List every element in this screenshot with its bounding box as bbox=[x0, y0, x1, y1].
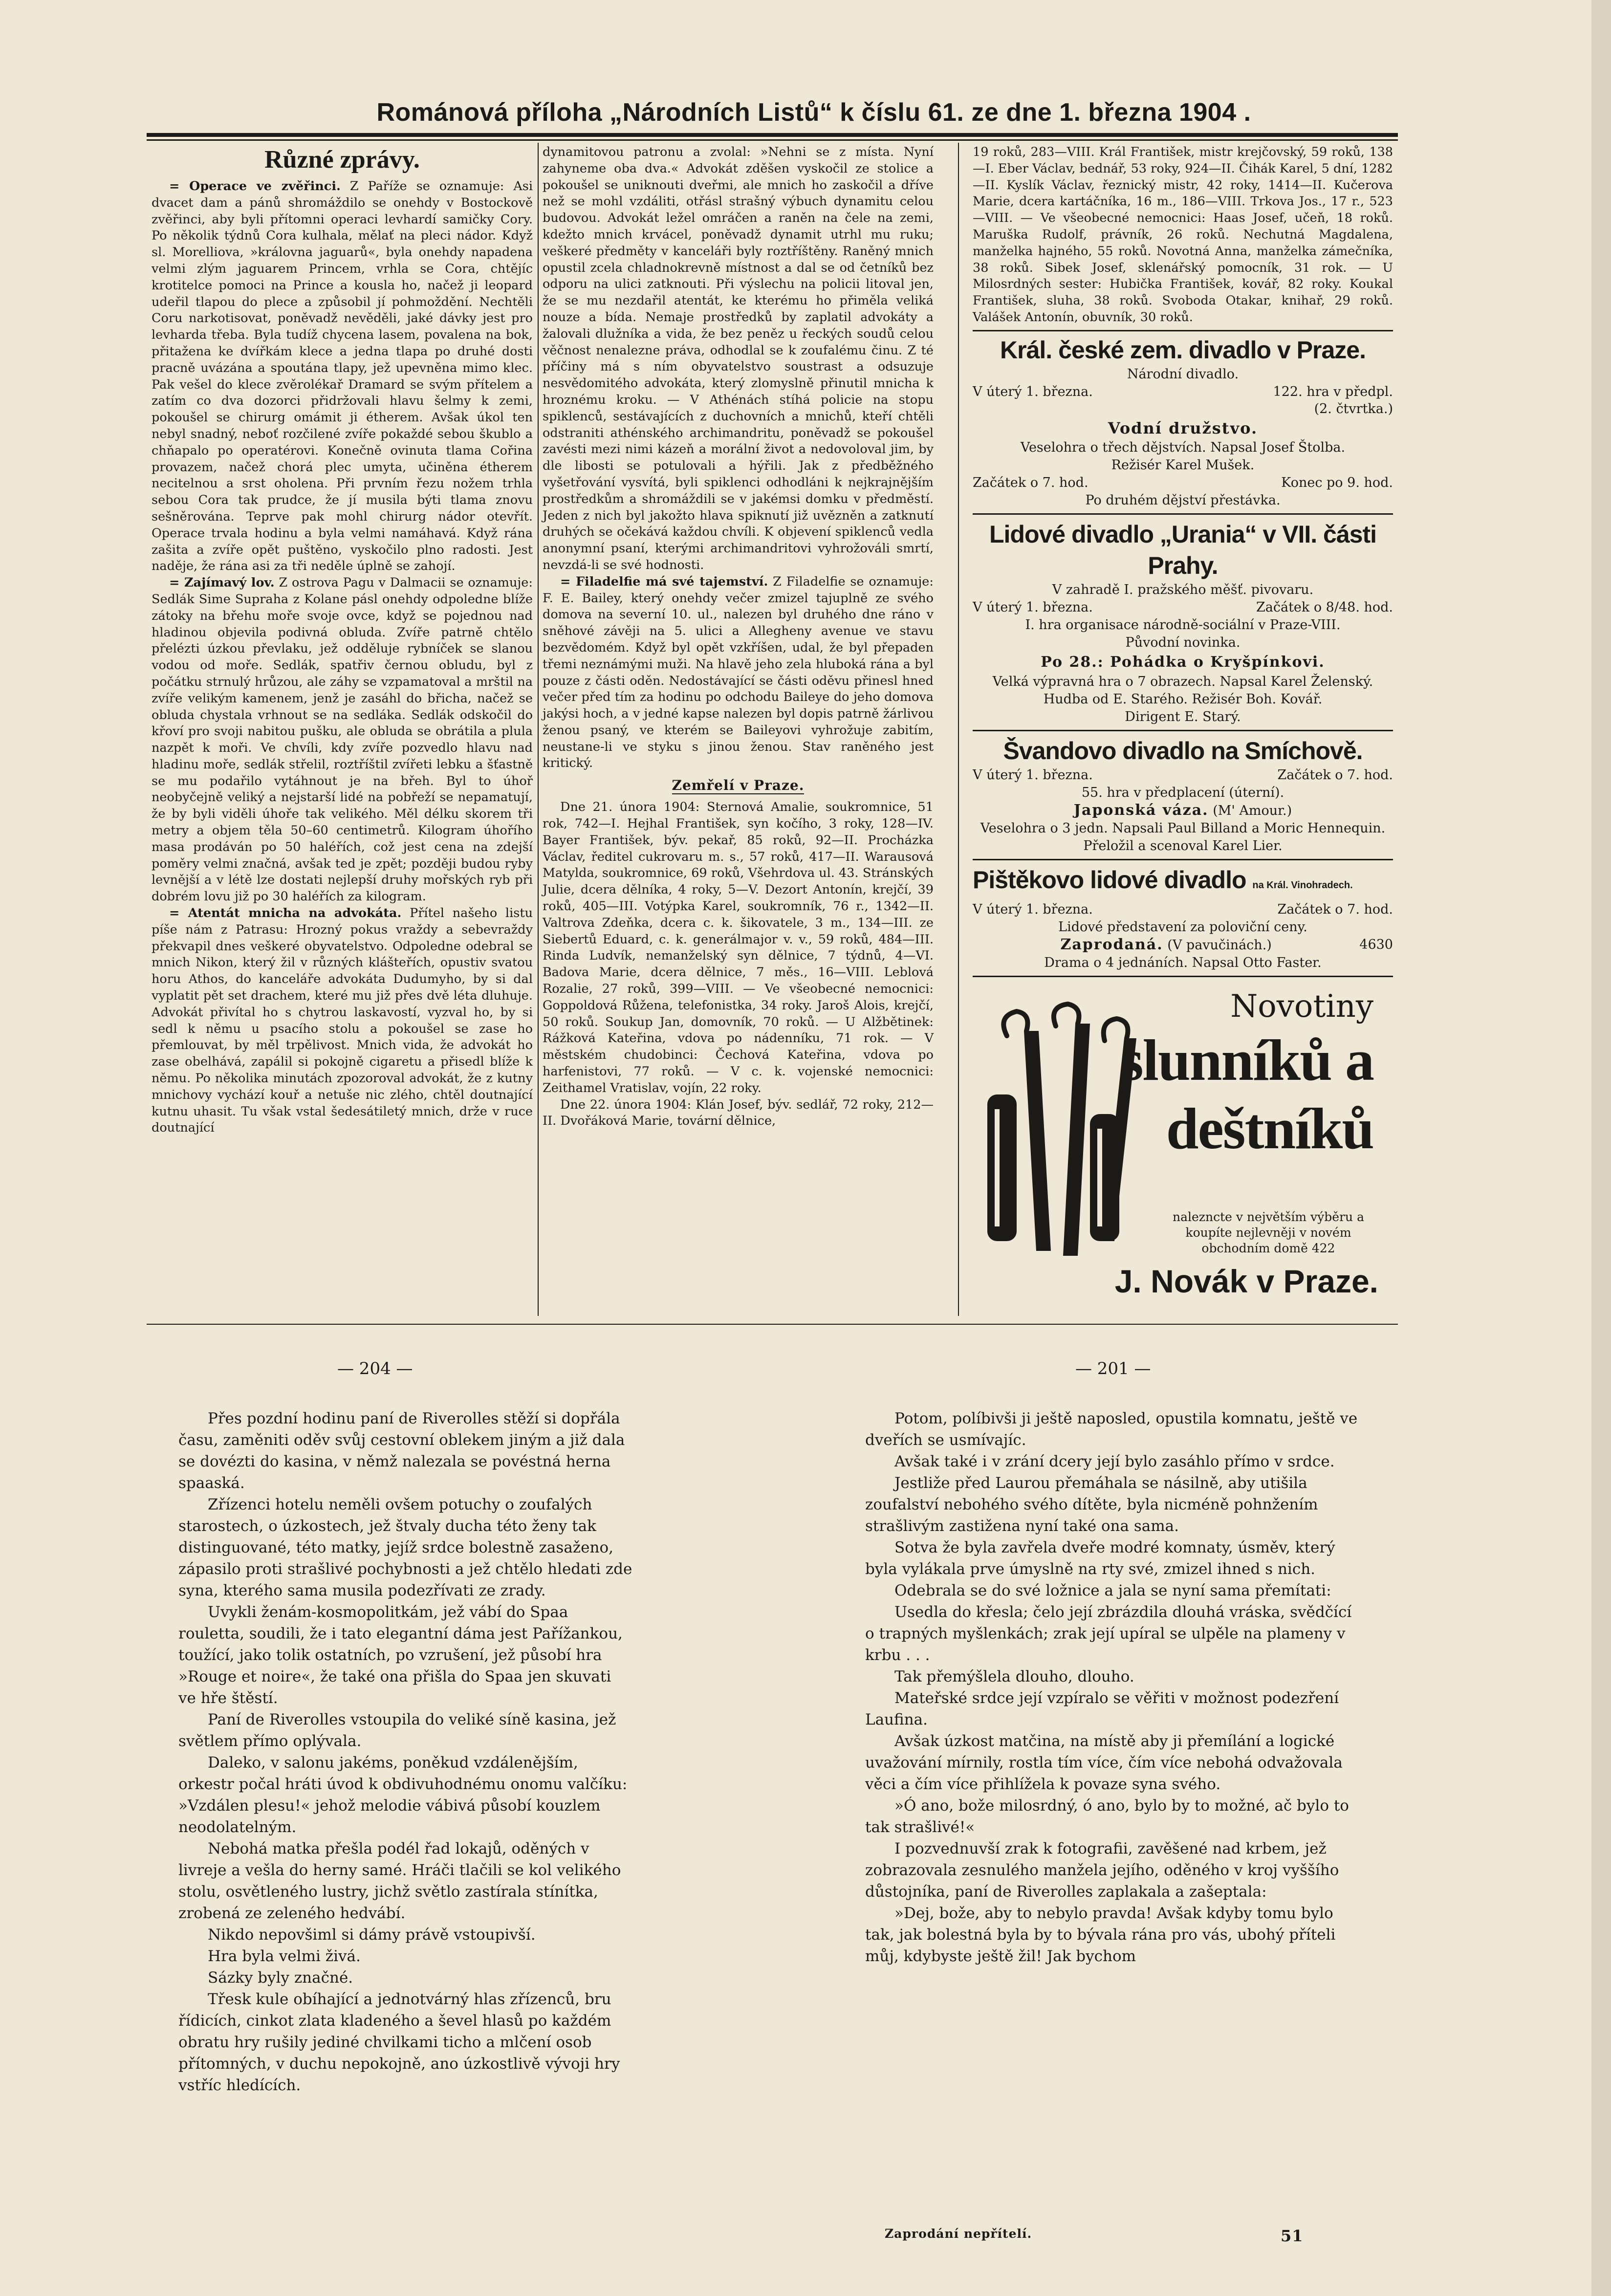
theatre-date: V úterý 1. března. bbox=[973, 901, 1093, 917]
theatre-play: Japonská váza. bbox=[1073, 801, 1209, 819]
theatre-org: I. hra organisace národně-sociální v Praze-VIII. bbox=[1025, 617, 1341, 633]
column-3 bbox=[973, 144, 1393, 1300]
article-head: = Zajímavý lov. bbox=[169, 575, 275, 590]
column-divider-2 bbox=[958, 143, 959, 1316]
story-paragraph: Třesk kule obíhající a jednotvárný hlas zřízenců, bru řídicích, cinkot zlata kladeného a ševel hlasů po každém obratu hry rušily jediné chvilkami ticho a mlčení osob přítomných, v duchu nepokojně, ano úzkostlivě vývoji hry vstříc hledících. bbox=[178, 1990, 620, 2094]
theatre-start: Začátek o 7. hod. bbox=[1277, 767, 1393, 783]
theatre-start: Začátek o 7. hod. bbox=[973, 475, 1089, 490]
theatre-perf: 55. hra v předplacení (úterní). bbox=[1081, 785, 1284, 800]
article-atentat-cont: dynamitovou patronu a zvolal: »Nehni se z místa. Nyní zahyneme oba dva.« Advokát zděšen vyskočil ze stolice a pokoušel se uniknouti dveřmi, ale mnich ho zaskočil a dříve než se mohl vzdáliti, otřásl strašný výbuch dynamitu celou budovou. Advokát ležel omráčen a raněn na čele na zemi, kdežto mnich krvácel, poněvadž dynamit utrhl mu ruku; veškeré předměty v kanceláři byly roztříštěny. Raněný mnich opustil zcela chladnokrevně místnost a dal se od četníků bez odporu na ulici zatknouti. Při výslechu na policii litoval jen, že se mu nezdařil atentát, ke kterému ho přiměla veliká nouze a bída. Nemaje prostředků by zaplatil advokáty a žalovali dlužníka a vida, že bez peněz u řeckých soudů celou věčnost nenalezne práva, odhodlal se k zoufalému činu. Z té příčiny má s ním obyvatelstvo soustrast a odsuzuje nesvědomitého advokáta, který zlomyslně přinutil mnicha k hroznému kroku. — V Athénách stíhá policie na stopu spiklenců, sestávajících z duchovních a mnichů, kteří chtěli odstraniti athénského archimandritu, poněvadž se pokoušel zavésti mezi nimi kázeň a morální život a nedovoloval jim, by dle libosti se potulovali a hýřili. Jak z předběžného vyšetřování vysvítá, byli spiklenci odhodláni k nejkrajnějším prostředkům a shromáždili se v jakémsi domku v předměstí. Jeden z nich byl jakožto hlava spiknutí již uvězněn a zatknutí druhých se očekává každou chvíli. K objevení spiklenců vedla anonymní psaní, kterými archimandritovi vyhrožováli smrtí, nevzdá-li se své hodnosti. bbox=[543, 145, 934, 572]
lower-rule bbox=[147, 1324, 1398, 1325]
article-head: = Operace ve zvěřinci. bbox=[169, 179, 341, 194]
theatre-date-line bbox=[973, 383, 1393, 401]
ad-line1: Novotiny bbox=[1230, 988, 1373, 1025]
theatre-play: Vodní družstvo. bbox=[1108, 418, 1258, 437]
theatre-urania bbox=[973, 519, 1393, 731]
story-paragraph: Nebohá matka přešla podél řad lokajů, oděných v livreje a vešla do herny samé. Hráči tlačili se kol velikého stolu, osvětleného lustry, jichž světlo zastírala stínítka, zrobená ze zeleného hedvábí. bbox=[178, 1840, 621, 1922]
theatre-num: 4630 bbox=[1359, 937, 1393, 952]
ad-firm: J. Novák v Praze. bbox=[1114, 1263, 1378, 1299]
story-paragraph: Mateřské srdce její vzpíralo se věřiti v možnost podezření Laufina. bbox=[865, 1689, 1339, 1728]
theatre-name: Švandovo divadlo na Smíchově. bbox=[1003, 737, 1363, 765]
theatre-play-line bbox=[973, 802, 1393, 820]
theatre-date-line bbox=[973, 901, 1393, 918]
theatre-nov: Původní novinka. bbox=[1125, 634, 1241, 650]
deaths-title bbox=[543, 776, 934, 795]
story-paragraph: Přes pozdní hodinu paní de Riverolles stěží si dopřála času, zaměniti oděv svůj cestovní oblekem jiným a již dala se dovézti do kasina, v němž nalezala se povéstná herna spaaská. bbox=[178, 1410, 625, 1492]
theatre-narodni bbox=[973, 334, 1393, 515]
column-1 bbox=[152, 144, 533, 1137]
story-paragraph: Sázky byly značné. bbox=[208, 1969, 353, 1987]
deaths-cont: 19 roků, 283—VIII. Král František, mistr krejčovský, 59 roků, 138—I. Eber Václav, bednář, 53 roky, 924—II. Čihák Karel, 5 dní, 1282—II. Kyslík Václav, řeznický mistr, 42 roky, 1414—II. Kučerova Marie, dcera kartáčníka, 16 m., 186—VIII. Trkova Jos., 17 r., 523—VIII. — Ve všeobecné nemocnici: Haas Josef, učeň, 18 roků. Maruška Rudolf, právník, 26 roků. Nechutná Magdalena, manželka hajného, 55 roků. Novotná Anna, manželka zámečníka, 38 roků. Sibek Josef, sklenářský pomocník, 31 rok. — U Milosrdných sester: Hubička František, kovář, 82 roky. Koukal František, sluha, 38 roků. Svoboda Otakar, knihař, 29 roků. Valášek Antonín, obuvník, 30 roků. bbox=[973, 144, 1393, 331]
theatre-name: Lidové divadlo „Urania“ v VII. části Prahy. bbox=[989, 520, 1377, 579]
story-paragraph: I pozvednuvší zrak k fotografii, zavěšené nad krbem, jež zobrazovala zesnulého manžela jejího, oděného v kroj vyššího důstojníka, paní de Riverolles zaplakala a zašeptala: bbox=[865, 1840, 1339, 1901]
theatre-play-line bbox=[973, 936, 1393, 954]
story-paragraph: Sotva že byla zavřela dveře modré komnaty, úsměv, který byla vylákala prve úmyslně na rty své, zmizel ihned s nich. bbox=[865, 1539, 1335, 1578]
theatre-date: V úterý 1. března. bbox=[973, 599, 1093, 615]
theatre-svanda bbox=[973, 735, 1393, 860]
article-body: Z ostrova Pagu v Dalmacii se oznamuje: Sedlák Sime Supraha z Kolane pásl onehdy odpoledne blíže zátoky na břehu moře svoje ovce, když se pojednou nad hladinou objevila podivná obluda. Zvíře patrně chtělo přelézti úzkou převlaku, jež odděluje rybníček se slanou vodou od moře. Sedlák, spatřiv černou obludu, byl z počátku strnulý hrůzou, ale záhy se vzpamatoval a mrštil na zvíře velikým kamenem, jenž je zasáhl do břicha, načež se obluda chystala vrhnout se na sedláka. Sedlák odskočil do křoví pro svoji nabitou pušku, ale obluda se obrátila a plula nazpět k moři. Ve chvíli, kdy zvíře pozvedlo hlavu nad hladinu moře, sedlák střelil, roztříštil zvířeti lebku a šťastně se mu podařilo vytáhnout je na břeh. Byl to úhoř neobyčejně veliký a nejstarší lidé na pobřeží se nepamatují, že by byli viděli úhoře tak velikého. Měl délku skorem tři metry a objem těla 50–60 centimetrů. Kilogram úhořího masa prodáván po 50 haléřích, což jest cena na zdejší poměry velmi značná, avšak ted je zpět; později budou ryby levnější a v létě lze dostati nejlepší druhy mořských ryb při dobrém lovu již po 30 haléřích za kilogram. bbox=[152, 575, 533, 904]
article-lov bbox=[152, 575, 533, 905]
theatre-sub: V zahradě I. pražského měšť. pivovaru. bbox=[1052, 582, 1314, 597]
theatre-play2: (V pavučinách.) bbox=[1167, 937, 1272, 953]
theatre-date: V úterý 1. března. bbox=[973, 767, 1093, 783]
theatre-pistek bbox=[973, 864, 1393, 977]
theatre-desc: Velká výpravná hra o 7 obrazech. Napsal Karel Želenský. Hudba od E. Starého. Režisér Boh. Kovář. bbox=[992, 674, 1373, 707]
article-atentat bbox=[152, 905, 533, 1137]
story-paragraph: Daleko, v salonu jakéms, poněkud vzdálenějším, orkestr počal hráti úvod k obdivuhodnému onomu valčíku: »Vzdálen plesu!« jehož melodie vábivá působí kouzlem neodolatelným. bbox=[178, 1754, 628, 1836]
deaths-22: Dne 22. února 1904: Klán Josef, býv. sedlář, 72 roky, 212—II. Dvořáková Marie, tovární dělnice, bbox=[543, 1097, 934, 1129]
story-paragraph: Odebrala se do své ložnice a jala se nyní sama přemítati: bbox=[894, 1582, 1331, 1599]
article-operace bbox=[152, 178, 533, 575]
header-rule-thick bbox=[147, 133, 1398, 137]
footer-title: Zaprodání nepřítelí. bbox=[885, 2227, 1032, 2241]
article-body: Z Filadelfie se oznamuje: F. E. Bailey, který onehdy večer zmizel tajuplně ze svého domova na severní 10. ul., nalezen byl druhého dne ráno v sněhové závěji na 5. ulici a Allegheny avenue ve stavu bezvědomém. Když byl opět vzkříšen, udal, že byl přepaden třemi neznámými muži. Na hlavě jeho zela hluboká rána a byl pouze z části oděn. Nedostávající se části oděvu přinesl hned večer před tím za hodinu po odchodu Baileye do jeho domova jakýsi hoch, a v jedné kapse nalezen byl dopis patrně žárlivou ženou psaný, ve kterém se Baileyovi vyhrožuje zabitím, neustane-li ve styku s jinou ženou. Stav raněného jest kritický. bbox=[543, 574, 934, 771]
ad-line3: deštníků bbox=[1166, 1095, 1373, 1161]
story-paragraph: Zřízenci hotelu neměli ovšem potuchy o zoufalých starostech, o úzkostech, jež štvaly ducha této ženy tak distinguované, této matky, jejíž srdce bolestně zasaženo, zápasilo proti strašlivé pochybnosti a jež chtělo hledati zde syna, kterého sama musila podezřívati ze zrady. bbox=[178, 1496, 632, 1599]
story-paragraph: Avšak úzkost matčina, na místě aby ji přemílání a logické uvažování mírnily, rostla tím více, čím více nebohá odvažovala věci a čím více přihlížela k povaze syna svého. bbox=[865, 1732, 1343, 1793]
umbrella-ad bbox=[973, 987, 1393, 1300]
theatre-name: Pištěkovo lidové divadlo bbox=[973, 866, 1246, 894]
theatre-name-line bbox=[973, 864, 1393, 901]
theatre-end: Konec po 9. hod. bbox=[1281, 475, 1393, 490]
article-filadelfie bbox=[543, 574, 934, 772]
deaths-title-text: Zemřelí v Praze. bbox=[672, 777, 805, 794]
story-paragraph: Paní de Riverolles vstoupila do veliké síně kasina, jež světlem přímo oplývala. bbox=[178, 1711, 616, 1750]
theatre-dir: Režisér Karel Mušek. bbox=[1111, 457, 1255, 473]
theatre-play: Zaprodaná. bbox=[1060, 936, 1163, 953]
story-paragraph: Nikdo nepovšiml si dámy právě vstoupivší. bbox=[208, 1926, 536, 1944]
theatre-price: Lidové představení za poloviční ceny. bbox=[1058, 919, 1307, 935]
theatre-date: V úterý 1. března. bbox=[973, 384, 1093, 399]
section-title: Různé zprávy. bbox=[264, 146, 420, 174]
ad-small-text: nalezncte v největším výběru a koupíte nejlevněji v novém obchodním domě bbox=[1173, 1209, 1364, 1255]
story-paragraph: Hra byla velmi živá. bbox=[208, 1947, 361, 1965]
header-rule-thin bbox=[147, 139, 1398, 141]
theatre-desc: Veselohra o 3 jedn. Napsali Paul Billand a Moric Hennequin. Přeložil a scenoval Karel Lier. bbox=[980, 820, 1386, 853]
theatre-start: Začátek o 7. hod. bbox=[1277, 901, 1393, 917]
page-number-left: — 204 — bbox=[337, 1359, 413, 1378]
column-2 bbox=[543, 144, 934, 1130]
theatre-sub: Národní divadlo. bbox=[1127, 366, 1239, 382]
story-paragraph: Tak přemýšlela dlouho, dlouho. bbox=[894, 1668, 1134, 1685]
story-right bbox=[865, 1408, 1359, 1967]
article-body: Z Paříže se oznamuje: Asi dvacet dam a pánů shromáždilo se onehdy v Bostockově zvěřinci, aby byli přítomni operaci levhardí samičky Cory. Po několik týdnů Cora kulhala, mělať na pleci nádor. Když sl. Morelliova, »královna jaguarů«, byla onehdy napadena velmi zlým jaguarem Princem, vrhla se Cora, chtějíc krotitelce pomoci na Prince a kousla ho, načež ji leopard udeřil tlapou do plece a způsobil jí pohmoždění. Nechtěli Coru narkotisovat, poněvadž nevěděli, jaké dávky jest pro levharda třeba. Byla tudíž chycena lasem, povalena na bok, přitažena ke dvířkám klece a jedna tlapa po druhé dosti pracně uvázána a spoutána tlapy, jež upevněna mimo klec. Pak vešel do klece zvěrolékař Dramard se svým přítelem a zatím co dva dozorci přidržovali hlavu šelmy k zemi, pokoušel se chirurg omámit ji étherem. Avšak úkol ten nebyl snadný, neboť rozčilené zvíře pokaždé sebou škublo a chňapalo po operatérovi. Konečně ovinuta tlama Cořina provazem, načež chorá plec umyta, učiněna étherem necitelnou a srst oholena. Při prvním řezu nožem trhla sebou Cora tak prudce, že jí musila býti tlama znovu sešněrována. Teprve pak mohl chirurg nádor otevřít. Operace trvala hodinu a byla velmi namáhavá. Když rána zašita a zvíře opět puštěno, vyskočilo plno radosti. Jest naděje, že rána asi za tři neděle úplně se zahojí. bbox=[152, 179, 533, 574]
story-left bbox=[178, 1408, 633, 2096]
theatre-pause: Po druhém dějství přestávka. bbox=[1085, 492, 1281, 508]
theatre-desc: Drama o 4 jednáních. Napsal Otto Faster. bbox=[1044, 955, 1322, 970]
theatre-perf: 122. hra v předpl. bbox=[1273, 384, 1393, 399]
story-paragraph: »Ó ano, bože milosrdný, ó ano, bylo by to možné, ač bylo to tak strašlivé!« bbox=[865, 1797, 1349, 1836]
deaths-21: Dne 21. února 1904: Sternová Amalie, soukromnice, 51 rok, 742—I. Hejhal František, syn kočího, 3 roky, 128—IV. Bayer František, býv. pekař, 85 roků, 92—II. Procházka Václav, ředitel cukrovaru m. s., 57 roků, 417—II. Warausová Matylda, soukromnice, 69 roků, Všehrdova ul. 43. Stránských Julie, dcera dělníka, 4 roky, 5—V. Dezort Antonín, krejčí, 39 roků, 405—III. Votýpka Karel, soukromník, 76 r., 1342—II. Valtrova Zdeňka, dcera c. k. šikovatele, 3 m., 134—III. ze Siebertů Eduard, c. k. generálmajor v. v., 59 roků, 484—III. Rinda Ludvík, nemanželský syn dělnice, 7 týdnů, 4—VI. Badova Marie, dcera dělnice, 7 měs., 16—VIII. Leblová Rozalie, 27 roků, 399—VIII. — Ve všeobecné nemocnici: Goppoldová Růžena, telefonistka, 34 roky. Jaroš Alois, krejčí, 50 roků. Soukup Jan, domovník, 70 roků. — U Alžbětinek: Rážková Kateřina, vdova po nádenníku, 71 rok. — V městském chudobinci: Čechová Kateřina, vdova po harfenistovi, 77 roků. — V c. k. vojenské nemocnici: Zeithamel Vratislav, vojín, 22 roky. bbox=[543, 800, 934, 1095]
story-paragraph: »Dej, bože, aby to nebylo pravda! Avšak kdyby tomu bylo tak, jak bolestná byla by to bývala rána pro vás, ubohý příteli můj, kdybyste ještě žil! Jak bychom bbox=[865, 1904, 1336, 1965]
theatre-play: Po 28.: Pohádka o Kryšpínkovi. bbox=[1041, 653, 1325, 671]
theatre-start: Začátek o 8/48. hod. bbox=[1256, 599, 1393, 615]
ad-num: 422 bbox=[1311, 1241, 1335, 1255]
ad-line2: slunníků a bbox=[1120, 1027, 1373, 1093]
story-paragraph: Uvykli ženám-kosmopolitkám, jež vábí do Spaa rouletta, soudili, že i tato elegantní dáma jest Pařížankou, toužící, jako tolik ostatních, po vzrušení, jež působí hra »Rouge et noire«, že také ona přišla do Spaa jen skuvati ve hře štěstí. bbox=[178, 1603, 623, 1707]
theatre-loc: na Král. Vinohradech. bbox=[1252, 879, 1353, 891]
column-divider-1 bbox=[538, 143, 539, 1316]
story-paragraph: Usedla do křesla; čelo její zbrázdila dlouhá vráska, svědčící o trapných myšlenkách; zrak její upíral se ulpěle na plameny v krbu . . . bbox=[865, 1603, 1352, 1664]
page-number-right: — 201 — bbox=[1075, 1359, 1151, 1378]
theatre-cond: Dirigent E. Starý. bbox=[1125, 709, 1241, 724]
page-header: Románová příloha „Národních Listů“ k číslu 61. ze dne 1. března 1904 . bbox=[376, 98, 1251, 127]
theatre-date-line bbox=[973, 766, 1393, 784]
ad-small bbox=[1154, 1209, 1383, 1256]
story-paragraph: Potom, políbivši ji ještě naposled, opustila komnatu, ještě ve dveřích se usmívajíc. bbox=[865, 1410, 1358, 1449]
article-head: = Atentát mnicha na advokáta. bbox=[169, 906, 402, 921]
page-edge bbox=[1591, 0, 1611, 2296]
theatre-time-line bbox=[973, 474, 1393, 492]
story-paragraph: Avšak také i v zrání dcery její bylo zasáhlo přímo v srdce. bbox=[894, 1453, 1335, 1470]
theatre-name: Král. české zem. divadlo v Praze. bbox=[1000, 336, 1366, 364]
theatre-desc: Veselohra o třech dějstvích. Napsal Josef Štolba. bbox=[1020, 439, 1346, 455]
article-body: Přítel našeho listu píše nám z Patrasu: Hrozný pokus vraždy a sebevraždy překvapil dnes veškeré obyvatelstvo. Odpoledne odebral se mnich Nikon, který žil v různých klášteřích, opustiv svatou horu Athos, do kanceláře advokáta Dudumyho, by si dal vyplatit pět set drachem, které mu již přes dvě léta dluhuje. Advokát přivítal ho s chytrou laskavostí, vyzval ho, by si sedl k němu u psacího stolu a pokoušel se zase ho přemlouvat, by měl trpělivost. Mnich vida, že advokát ho zase obelhává, zapálil si pokojně cigaretu a přisedl blíže k němu. Po několika minutách zpozoroval advokát, že z kutny mnichovy vychází kouř a netuše nic zlého, chtěl doutnající kutnu uhasit. Tu však vstal šedesátiletý mnich, drže v ruce doutnající bbox=[152, 906, 533, 1136]
footer-number: 51 bbox=[1281, 2227, 1304, 2245]
theatre-perf2: (2. čtvrtka.) bbox=[1314, 401, 1393, 416]
theatre-date-line bbox=[973, 599, 1393, 616]
theatre-play2: (M' Amour.) bbox=[1213, 803, 1292, 818]
story-paragraph: Jestliže před Laurou přemáhala se násilně, aby utišila zoufalství nebohého svého dítěte, byla nicméně pohnžením strašlivým zastižena nyní také ona sama. bbox=[865, 1474, 1318, 1535]
article-head: = Filadelfie má své tajemství. bbox=[560, 574, 768, 589]
